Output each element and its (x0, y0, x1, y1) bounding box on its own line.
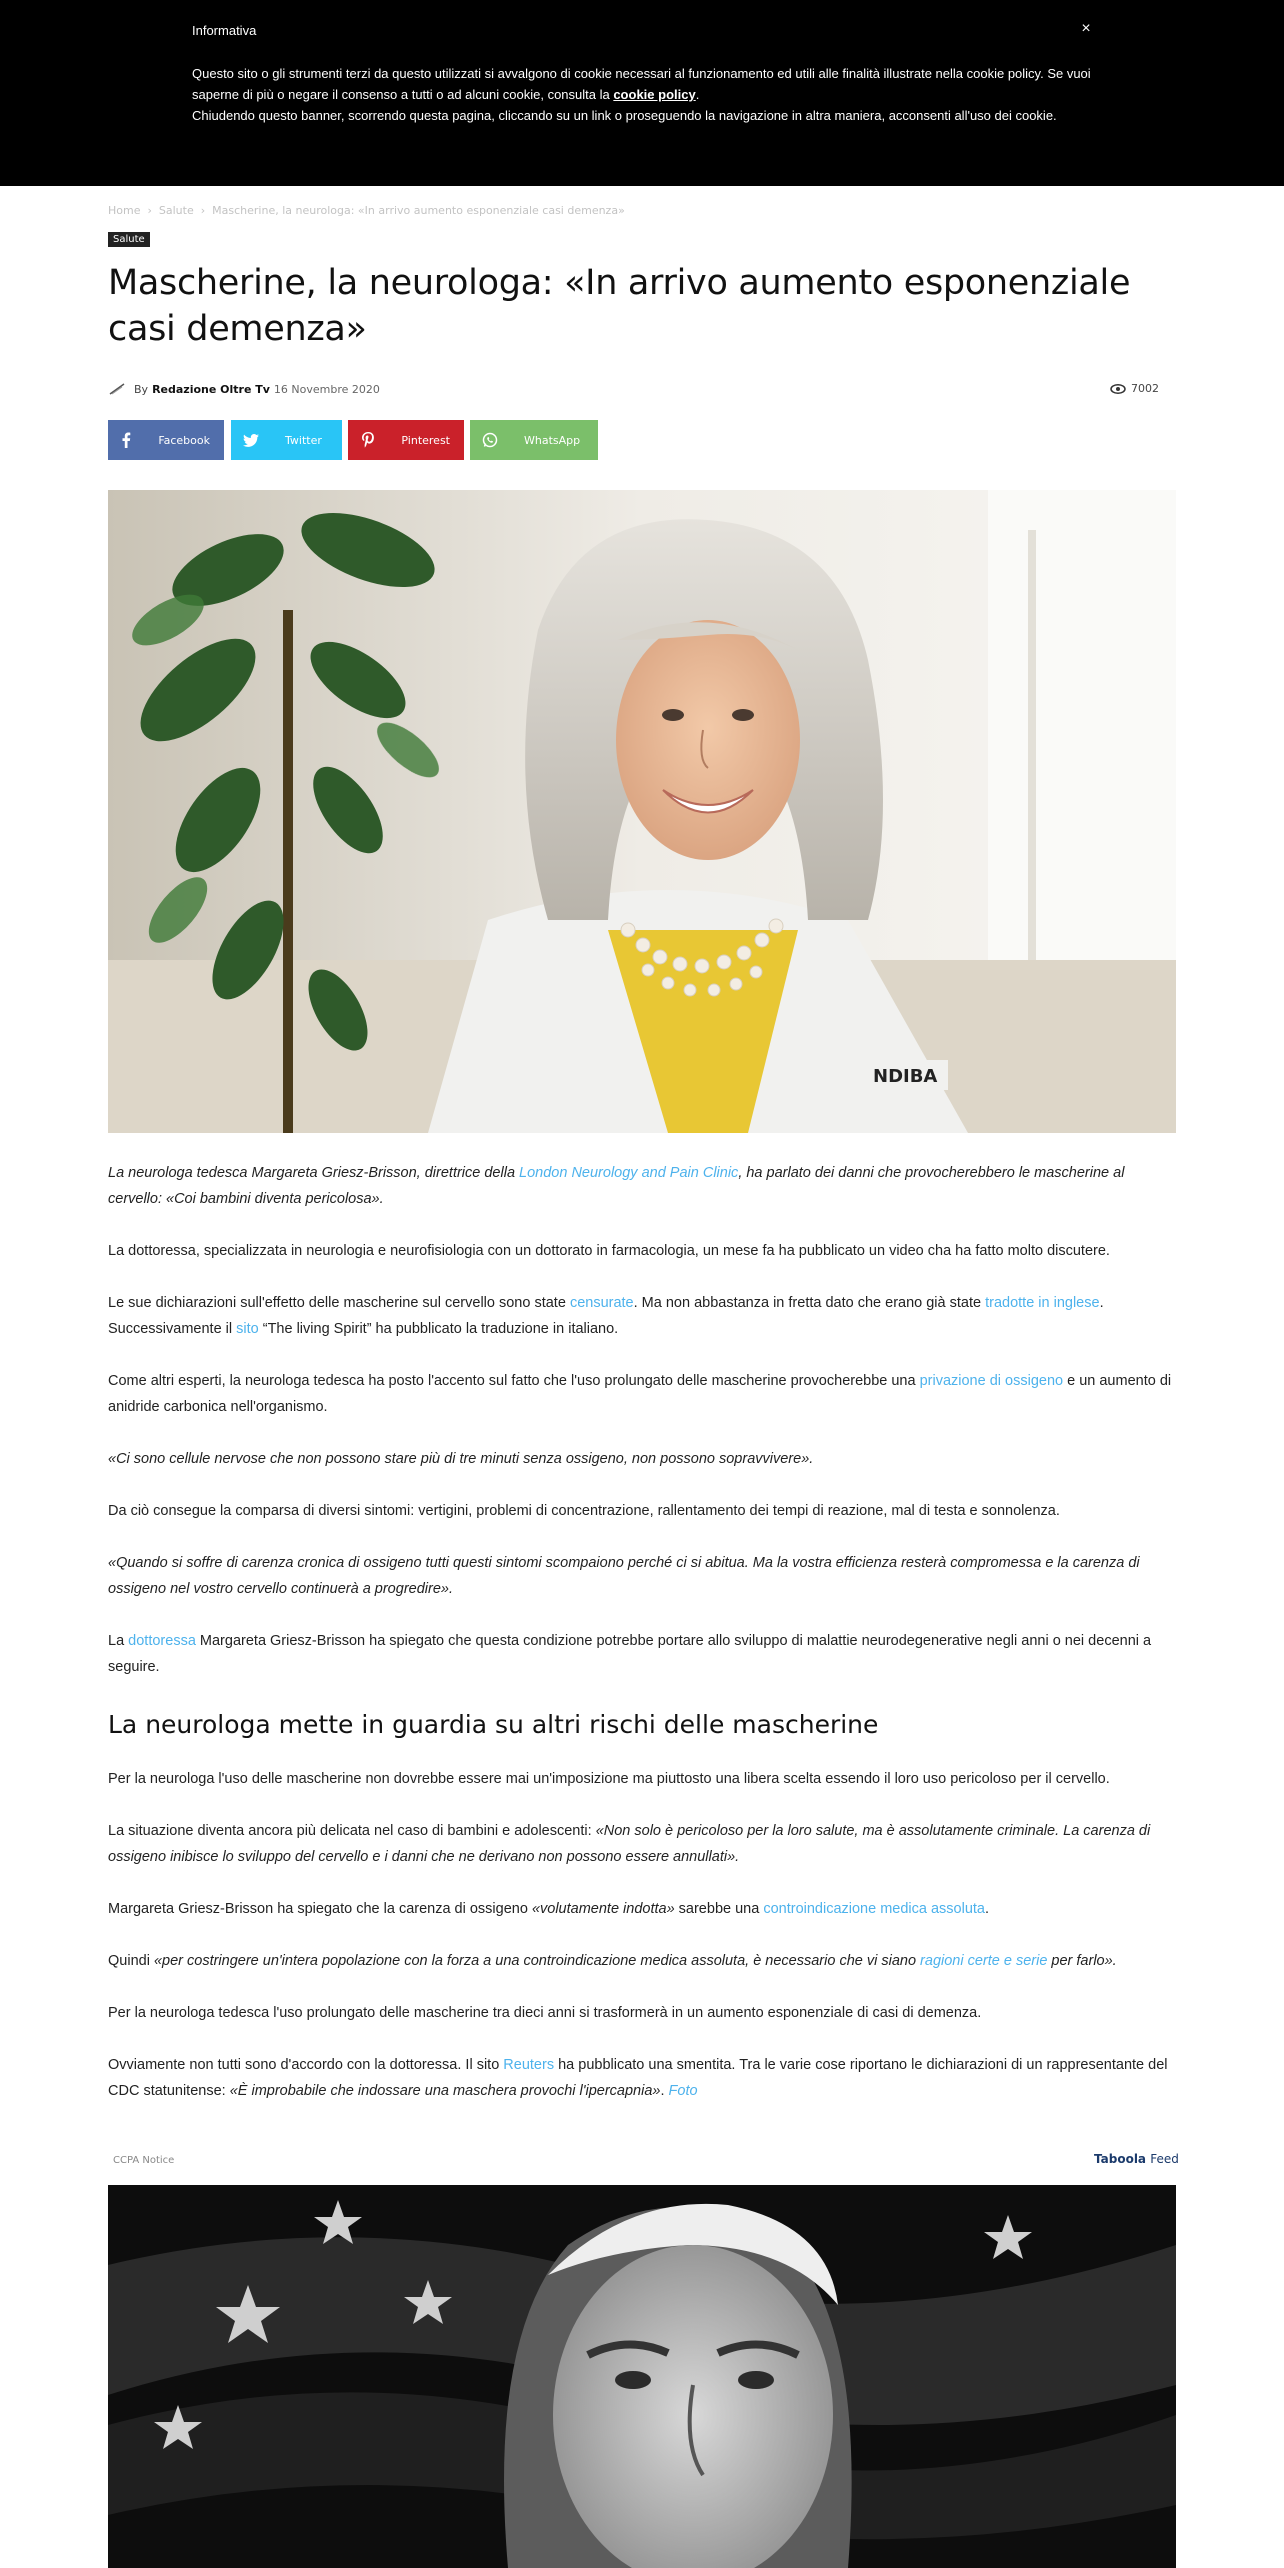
pinterest-icon (348, 420, 387, 460)
cookie-text (192, 63, 1092, 126)
privazione-ossigeno-link[interactable]: privazione di ossigeno (919, 1373, 1064, 1389)
p14-text-a: Ovviamente non tutti sono d'accordo con la dottoressa. Il sito (108, 2057, 504, 2073)
dottoressa-link[interactable]: dottoressa (128, 1633, 196, 1649)
paragraph-11 (108, 1896, 1178, 1922)
p8-text-b: Margareta Griesz-Brisson ha spiegato che questa condizione potrebbe portare allo sviluppo di malattie neurodegenerative negli anni o nei decenni a seguire. (108, 1633, 1152, 1675)
category-tag[interactable]: Salute (108, 232, 150, 247)
hero-image (108, 490, 1176, 1133)
taboola-feed-logo[interactable] (1094, 2152, 1179, 2166)
p3-text-b: . Ma non abbastanza in fretta dato che erano già state (633, 1295, 986, 1311)
share-facebook-label: Facebook (158, 433, 210, 447)
share-whatsapp-label: WhatsApp (524, 433, 581, 447)
breadcrumb (108, 204, 625, 217)
paragraph-10 (108, 1818, 1178, 1870)
taboola-feed-label: Feed (1150, 2152, 1179, 2166)
twitter-icon (231, 420, 271, 460)
p5-quote: «Ci sono cellule nervose che non possono stare più di tre minuti senza ossigeno, non possono sopravvivere». (108, 1451, 814, 1467)
p4-text-a: Come altri esperti, la neurologa tedesca ha posto l'accento sul fatto che l'uso prolungato delle mascherine provocherebbe una (108, 1373, 920, 1389)
eye-icon (1110, 384, 1126, 394)
paragraph-4 (108, 1368, 1178, 1420)
cookie-banner (0, 0, 1284, 186)
cookie-policy-link[interactable]: cookie policy (613, 87, 696, 102)
p1-text-a: La neurologa tedesca Margareta Griesz-Brisson, direttrice della (108, 1165, 520, 1181)
publish-date: 16 Novembre 2020 (273, 382, 380, 396)
p11-text-c: sarebbe una (674, 1901, 764, 1917)
taboola-brand: Taboola (1094, 2152, 1147, 2166)
by-label: By (134, 382, 149, 396)
cookie-text-part2: . (695, 87, 700, 102)
paragraph-6: Da ciò consegue la comparsa di diversi sintomi: vertigini, problemi di concentrazione, rallentamento dei tempi di reazione, mal di testa e sonnolenza. (108, 1503, 1060, 1519)
paragraph-1 (108, 1160, 1178, 1212)
p1-text-b: , ha parlato dei danni che provocherebbero le mascherine al cervello: «Coi bambini diventa pericolosa». (108, 1165, 1125, 1207)
neurologist-photo (108, 490, 1176, 1133)
whatsapp-icon (470, 420, 510, 460)
p12-quote-c: per farlo». (1047, 1953, 1117, 1969)
london-neurology-link[interactable]: London Neurology and Pain Clinic (519, 1165, 739, 1181)
share-whatsapp-button[interactable] (470, 420, 598, 460)
view-count-value: 7002 (1131, 382, 1159, 395)
ragioni-certe-link[interactable]: ragioni certe e serie (920, 1953, 1048, 1969)
p7-quote: «Quando si soffre di carenza cronica di ossigeno tutti questi sintomi scompaiono perché ci si abitua. Ma la vostra efficienza resterà compromessa e la carenza di ossigeno nel vostro cervello continuerà a progredire». (108, 1555, 1140, 1597)
paragraph-9: Per la neurologa l'uso delle mascherine non dovrebbe essere mai un'imposizione ma piuttosto una libera scelta essendo il loro uso pericoloso per il cervello. (108, 1771, 1110, 1787)
paragraph-7 (108, 1550, 1178, 1602)
share-facebook-button[interactable] (108, 420, 224, 460)
breadcrumb-category[interactable]: Salute (158, 204, 194, 217)
p14-text-d: . (660, 2083, 669, 2099)
controindicazione-link[interactable]: controindicazione medica assoluta (763, 1901, 985, 1917)
facebook-icon (108, 420, 144, 460)
censurate-link[interactable]: censurate (569, 1295, 634, 1311)
p3-text-d: “The living Spirit” ha pubblicato la traduzione in italiano. (258, 1321, 619, 1337)
paragraph-12 (108, 1948, 1178, 1974)
sito-link[interactable]: sito (236, 1321, 259, 1337)
p3-text-a: Le sue dichiarazioni sull'effetto delle mascherine sul cervello sono state (108, 1295, 570, 1311)
article-title: Mascherine, la neurologa: «In arrivo aumento esponenziale casi demenza» (108, 263, 1131, 349)
share-twitter-label: Twitter (285, 433, 322, 447)
cookie-title: Informativa (192, 23, 257, 38)
p4-text-b: e un aumento di anidride carbonica nell'organismo. (108, 1373, 1172, 1415)
foto-link[interactable]: Foto (668, 2083, 698, 2099)
author-avatar-icon[interactable] (108, 382, 126, 396)
p11-text-a: Margareta Griesz-Brisson ha spiegato che la carenza di ossigeno (108, 1901, 532, 1917)
paragraph-5 (108, 1446, 1178, 1472)
ccpa-notice-link[interactable]: CCPA Notice (113, 2155, 175, 2166)
paragraph-3 (108, 1290, 1178, 1342)
breadcrumb-separator: › (200, 204, 206, 217)
p10-text-a: La situazione diventa ancora più delicata nel caso di bambini e adolescenti: (108, 1823, 596, 1839)
section-heading: La neurologa mette in guardia su altri rischi delle mascherine (108, 1710, 879, 1739)
article-meta (108, 382, 380, 396)
p8-text-a: La (108, 1633, 129, 1649)
share-pinterest-button[interactable] (348, 420, 464, 460)
svg-text:NDIBA: NDIBA (873, 1066, 938, 1087)
author-link[interactable]: Redazione Oltre Tv (152, 382, 270, 396)
share-twitter-button[interactable] (231, 420, 342, 460)
breadcrumb-current: Mascherine, la neurologa: «In arrivo aumento esponenziale casi demenza» (212, 204, 625, 217)
breadcrumb-separator: › (147, 204, 152, 217)
paragraph-8 (108, 1628, 1178, 1680)
view-count (1110, 382, 1159, 395)
reuters-link[interactable]: Reuters (503, 2057, 555, 2073)
share-pinterest-label: Pinterest (401, 433, 450, 447)
tradotte-inglese-link[interactable]: tradotte in inglese (985, 1295, 1100, 1311)
p11-text-d: . (984, 1901, 990, 1917)
p11-quote: «volutamente indotta» (531, 1901, 675, 1917)
cookie-text-part1: Questo sito o gli strumenti terzi da questo utilizzati si avvalgono di cookie necessari al funzionamento ed utili alle finalità illustrate nella cookie policy. Se vuoi saperne di più o negare il consenso a tutti o ad alcuni cookie, consulta la (192, 66, 1091, 102)
breadcrumb-home[interactable]: Home (108, 204, 141, 217)
paragraph-13: Per la neurologa tedesca l'uso prolungato delle mascherine tra dieci anni si trasformerà in un aumento esponenziale di casi di demenza. (108, 2005, 982, 2021)
p10-quote: «Non solo è pericoloso per la loro salute, ma è assolutamente criminale. La carenza di ossigeno inibisce lo sviluppo del cervello e i danni che ne derivano non possono essere annullati». (108, 1823, 1151, 1865)
p3-text-c: . Successivamente il (108, 1295, 1104, 1337)
close-icon[interactable]: × (1081, 20, 1091, 37)
p14-text-b: ha pubblicato una smentita. Tra le varie cose riportano le dichiarazioni di un rappresentante del CDC statunitense: (108, 2057, 1168, 2099)
sponsored-photo (108, 2185, 1176, 2568)
paragraph-2: La dottoressa, specializzata in neurologia e neurofisiologia con un dottorato in farmacologia, un mese fa ha pubblicato un video cha ha fatto molto discutere. (108, 1243, 1110, 1259)
paragraph-14 (108, 2052, 1178, 2104)
cookie-text-part3: Chiudendo questo banner, scorrendo questa pagina, cliccando su un link o proseguendo la navigazione in altra maniera, acconsenti all'uso dei cookie. (192, 108, 1057, 123)
sponsored-image[interactable] (108, 2185, 1176, 2568)
p12-quote-a: «per costringere un'intera popolazione con la forza a una controindicazione medica assoluta, è necessario che vi siano (153, 1953, 921, 1969)
p12-text-a: Quindi (108, 1953, 154, 1969)
p14-quote: «È improbabile che indossare una maschera provochi l'ipercapnia» (229, 2083, 661, 2099)
